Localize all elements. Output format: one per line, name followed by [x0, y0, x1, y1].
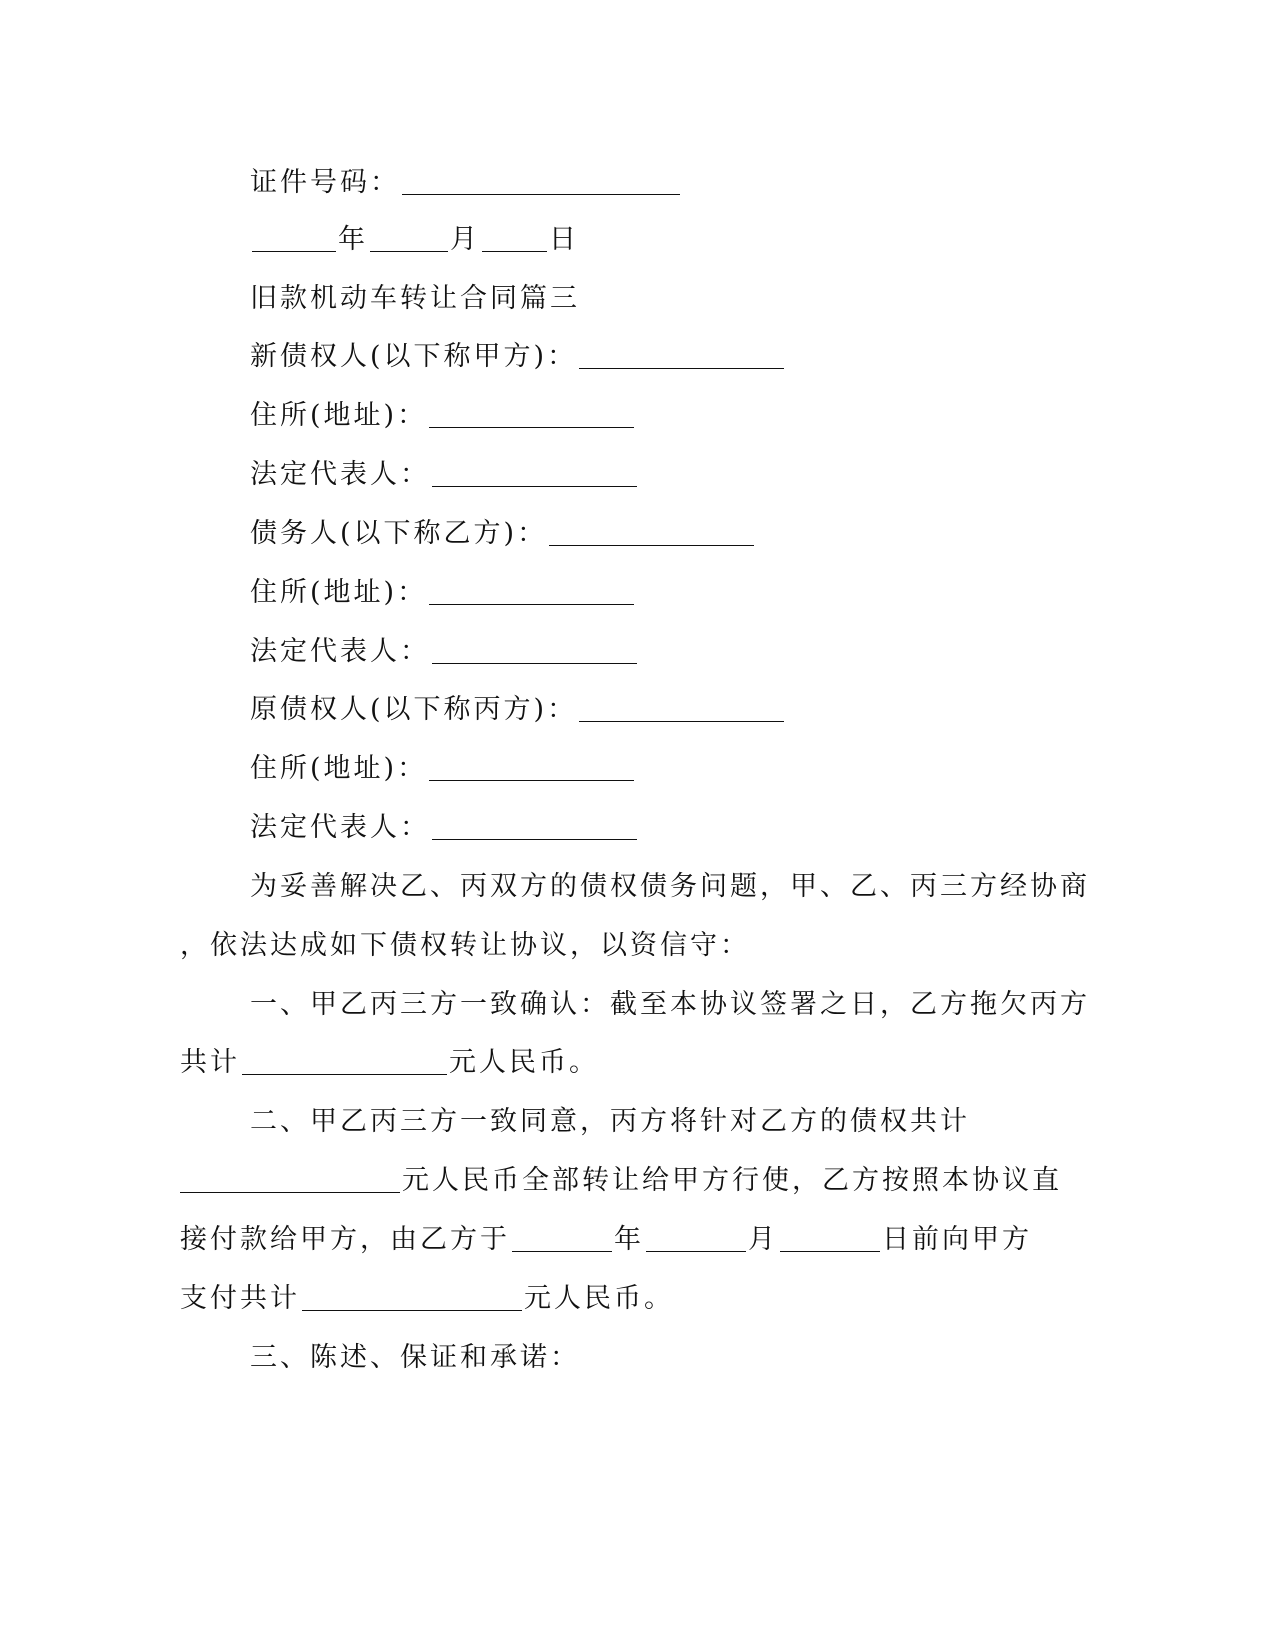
clause2-line3 [180, 1220, 1060, 1260]
party-a-rep-label: 法定代表人： [250, 459, 430, 490]
party-b-label: 债务人(以下称乙方)： [250, 518, 548, 549]
clause2-line1: 二、甲乙丙三方一致同意，丙方将针对乙方的债权共计 [250, 1106, 970, 1137]
intro-paragraph-line2: ，依法达成如下债权转让协议，以资信守： [180, 930, 750, 961]
clause2-line2 [180, 1161, 1060, 1201]
party-a-address-label: 住所(地址)： [250, 400, 428, 431]
party-c-address-line [250, 749, 636, 789]
party-b-line [250, 514, 756, 554]
clause1-amount-blank [242, 1046, 447, 1075]
party-a-address-line [250, 396, 636, 436]
party-c-label: 原债权人(以下称丙方)： [250, 694, 578, 725]
intro-paragraph-line1: 为妥善解决乙、丙双方的债权债务问题，甲、乙、丙三方经协商 [250, 871, 1090, 902]
month-label: 月 [450, 224, 480, 255]
party-a-label: 新债权人(以下称甲方)： [250, 341, 578, 372]
month-blank [370, 223, 448, 252]
party-b-address-blank [429, 576, 634, 605]
clause2-total-label: 支付共计 [180, 1283, 300, 1314]
party-b-rep-line [250, 632, 639, 672]
clause1-total-label: 共计 [180, 1047, 240, 1078]
party-c-rep-line [250, 808, 639, 848]
party-a-address-blank [429, 399, 634, 428]
party-c-rep-label: 法定代表人： [250, 812, 430, 843]
clause2-day-label: 日前向甲方 [882, 1224, 1032, 1255]
day-blank [482, 223, 547, 252]
clause1-currency: 元人民币。 [449, 1047, 599, 1078]
party-b-rep-blank [432, 635, 637, 664]
clause2-line4 [180, 1279, 1060, 1319]
clause2-month-blank [646, 1223, 746, 1252]
party-b-rep-label: 法定代表人： [250, 636, 430, 667]
clause2-line2-text: 元人民币全部转让给甲方行使，乙方按照本协议直 [402, 1165, 1062, 1196]
party-a-rep-line [250, 455, 639, 495]
clause2-month-label: 月 [748, 1224, 778, 1255]
clause2-currency: 元人民币。 [524, 1283, 674, 1314]
clause1-line2 [180, 1043, 1060, 1083]
clause3-heading: 三、陈述、保证和承诺： [250, 1342, 580, 1373]
year-label: 年 [338, 224, 368, 255]
clause2-year-blank [512, 1223, 612, 1252]
id-number-line [250, 163, 682, 203]
party-c-line [250, 690, 786, 730]
id-number-label: 证件号码： [250, 167, 400, 198]
party-a-blank [579, 340, 784, 369]
party-b-blank [549, 517, 754, 546]
clause2-amount-blank [180, 1164, 400, 1193]
date-line [250, 220, 579, 260]
party-b-address-line [250, 573, 636, 613]
year-blank [252, 223, 336, 252]
clause2-total-blank [302, 1282, 522, 1311]
party-a-rep-blank [432, 458, 637, 487]
party-c-address-label: 住所(地址)： [250, 753, 428, 784]
id-number-blank [402, 166, 680, 195]
party-b-address-label: 住所(地址)： [250, 577, 428, 608]
party-c-blank [579, 693, 784, 722]
clause2-pay-text: 接付款给甲方，由乙方于 [180, 1224, 510, 1255]
party-c-rep-blank [432, 811, 637, 840]
party-c-address-blank [429, 752, 634, 781]
clause2-year-label: 年 [614, 1224, 644, 1255]
section-title: 旧款机动车转让合同篇三 [250, 283, 580, 314]
day-label: 日 [549, 224, 579, 255]
party-a-line [250, 337, 786, 377]
clause1-line1: 一、甲乙丙三方一致确认：截至本协议签署之日，乙方拖欠丙方 [250, 989, 1090, 1020]
clause2-day-blank [780, 1223, 880, 1252]
